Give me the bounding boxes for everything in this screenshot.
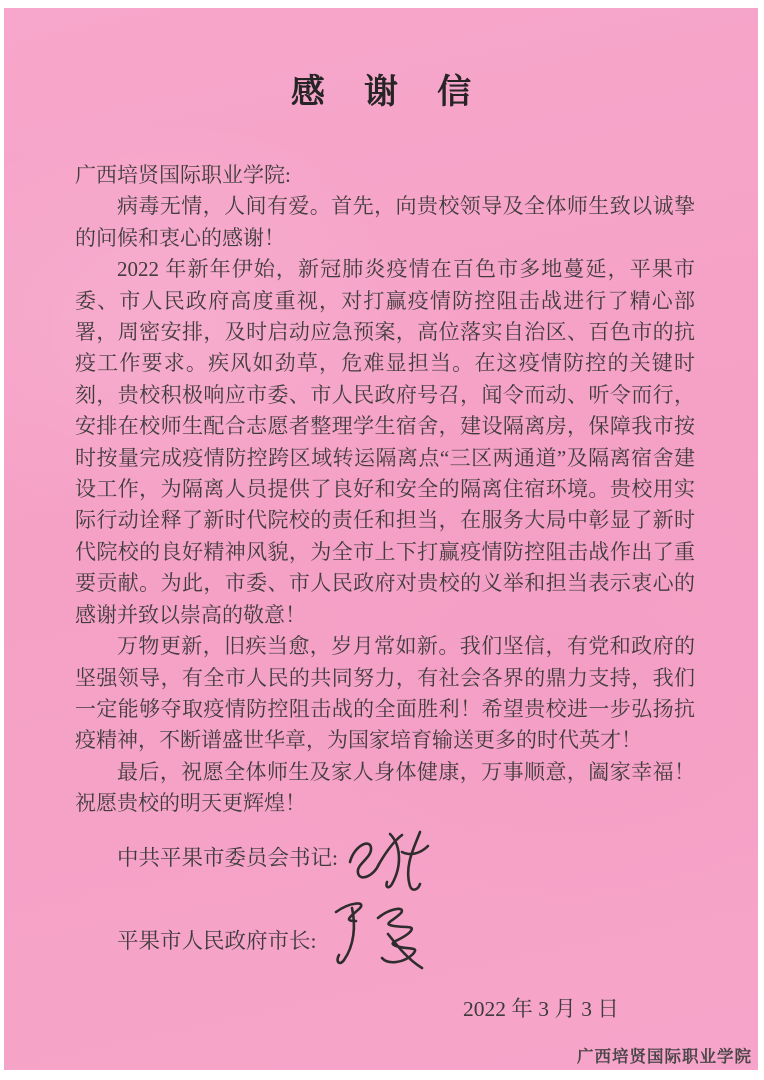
paragraph-confidence-wishes: 万物更新，旧疾当愈，岁月常如新。我们坚信，有党和政府的坚强领导，有全市人民的共同努力，有社会各界的鼎力支持，我们一定能够夺取疫情防控阻击战的全面胜利！希望贵校进一步弘扬抗疫精神，不断谱盛世华章，为国家培育输送更多的时代英才！	[75, 634, 695, 753]
letter-date: 2022 年 3 月 3 日	[463, 997, 619, 1021]
letter-body	[75, 160, 695, 820]
paragraph-final-blessing: 最后，祝愿全体师生及家人身体健康，万事顺意，阖家幸福！祝愿贵校的明天更辉煌！	[75, 759, 695, 816]
letter-title: 感 谢 信	[290, 74, 487, 111]
mayor-signature-label: 平果市人民政府市长:	[117, 929, 317, 953]
paragraph-greeting-thanks: 病毒无情，人间有爱。首先，向贵校领导及全体师生致以诚挚的问候和衷心的感谢！	[75, 194, 695, 250]
school-watermark: 广西培贤国际职业学院	[577, 1047, 752, 1066]
letter-paper	[4, 8, 758, 1070]
secretary-handwritten-signature-icon	[340, 828, 444, 898]
paragraph-epidemic-response: 2022 年新年伊始，新冠肺炎疫情在百色市多地蔓延，平果市委、市人民政府高度重视，对打赢疫情防控阻击战进行了精心部署，周密安排，及时启动应急预案，高位落实自治区、百色市的抗疫工作要求。疾风如劲草，危难显担当。在这疫情防控的关键时刻，贵校积极响应市委、市人民政府号召，闻令而动、听令而行，安排在校师生配合志愿者整理学生宿舍，建设隔离房，保障我市按时按量完成疫情防控跨区域转运隔离点“三区两通道”及隔离宿舍建设工作，为隔离人员提供了良好和安全的隔离住宿环境。贵校用实际行动诠释了新时代院校的责任和担当，在服务大局中彰显了新时代院校的良好精神风貌，为全市上下打赢疫情防控阻击战作出了重要贡献。为此，市委、市人民政府对贵校的义举和担当表示衷心的感谢并致以崇高的敬意！	[75, 257, 695, 627]
mayor-handwritten-signature-icon	[328, 896, 436, 980]
secretary-signature-label: 中共平果市委员会书记:	[117, 846, 338, 870]
recipient-line: 广西培贤国际职业学院:	[75, 163, 291, 187]
